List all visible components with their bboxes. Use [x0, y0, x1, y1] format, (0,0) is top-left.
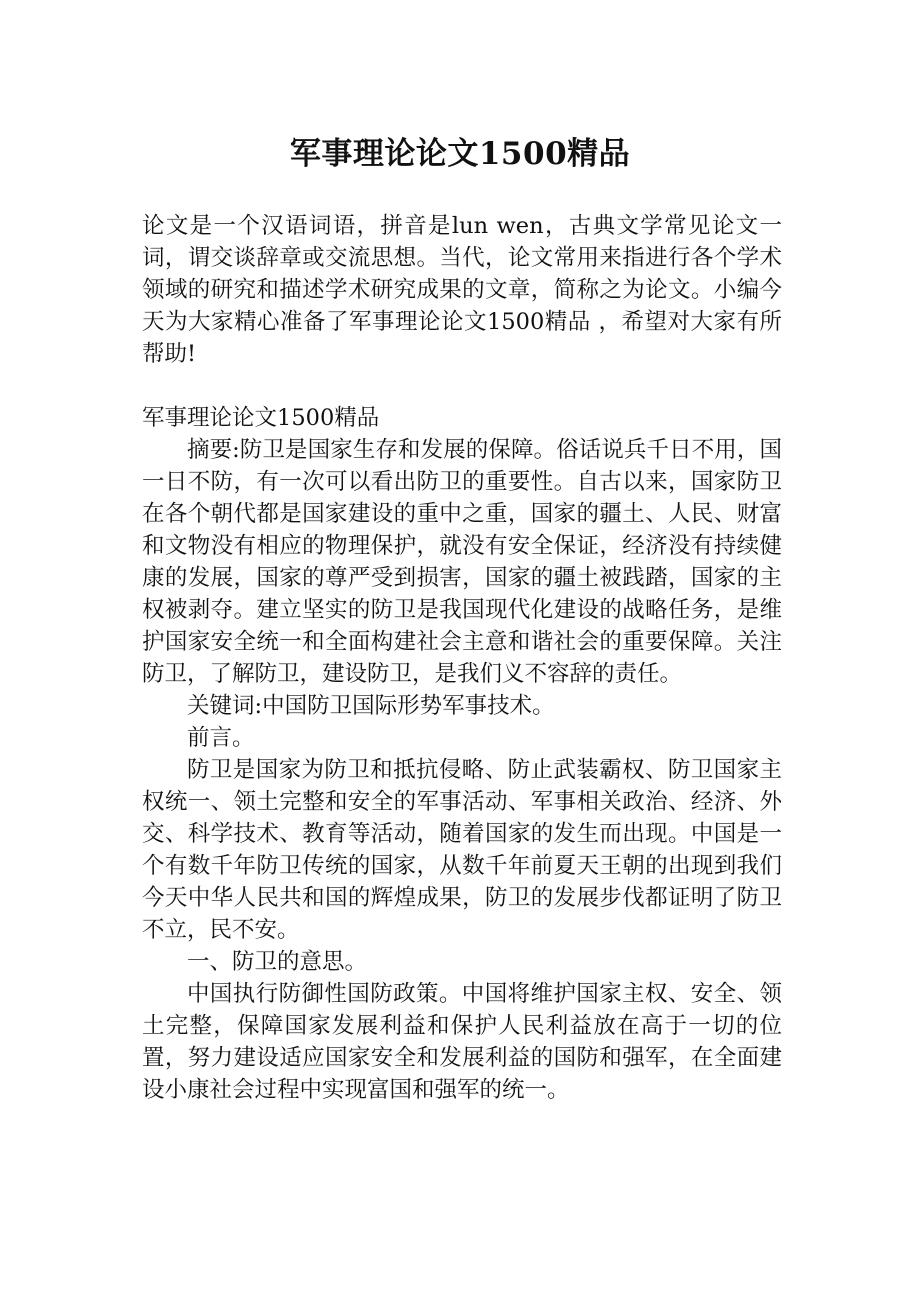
section-paragraph: 中国执行防御性国防政策。中国将维护国家主权、安全、领土完整，保障国家发展利益和保护人民利益放在高于一切的位置，努力建设适应国家安全和发展利益的国防和强军，在全面建设小康社会过程中实现富国和强军的统一。: [142, 981, 782, 1103]
keywords-line: 关键词:中国防卫国际形势军事技术。: [187, 693, 555, 719]
abstract-paragraph: 摘要:防卫是国家生存和发展的保障。俗话说兵千日不用，国一日不防，有一次可以看出防卫的重要性。自古以来，国家防卫在各个朝代都是国家建设的重中之重，国家的疆土、人民、财富和文物没有相应的物理保护，就没有安全保证，经济没有持续健康的发展，国家的尊严受到损害，国家的疆土被践踏，国家的主权被剥夺。建立坚实的防卫是我国现代化建设的战略任务，是维护国家安全统一和全面构建社会主意和谐社会的重要保障。关注防卫，了解防卫，建设防卫，是我们义不容辞的责任。: [142, 437, 782, 687]
paragraph-spacer: [142, 370, 782, 402]
preface-paragraph: 防卫是国家为防卫和抵抗侵略、防止武装霸权、防卫国家主权统一、领土完整和安全的军事活动、军事相关政治、经济、外交、科学技术、教育等活动，随着国家的发生而出现。中国是一个有数千年防卫传统的国家，从数千年前夏天王朝的出现到我们今天中华人民共和国的辉煌成果，防卫的发展步伐都证明了防卫不立，民不安。: [142, 757, 782, 943]
document-title: 军事理论论文1500精品: [289, 136, 631, 172]
section-heading: 一、防卫的意思。: [187, 949, 368, 975]
article-subtitle: 军事理论论文1500精品: [142, 405, 380, 431]
preface-heading: 前言。: [187, 725, 255, 751]
intro-paragraph: 论文是一个汉语词语，拼音是lun wen，古典文学常见论文一词，谓交谈辞章或交流思想。当代，论文常用来指进行各个学术领域的研究和描述学术研究成果的文章，简称之为论文。小编今天为大家精心准备了军事理论论文1500精品 ，希望对大家有所帮助!: [142, 213, 782, 367]
document-body: [142, 210, 782, 1106]
